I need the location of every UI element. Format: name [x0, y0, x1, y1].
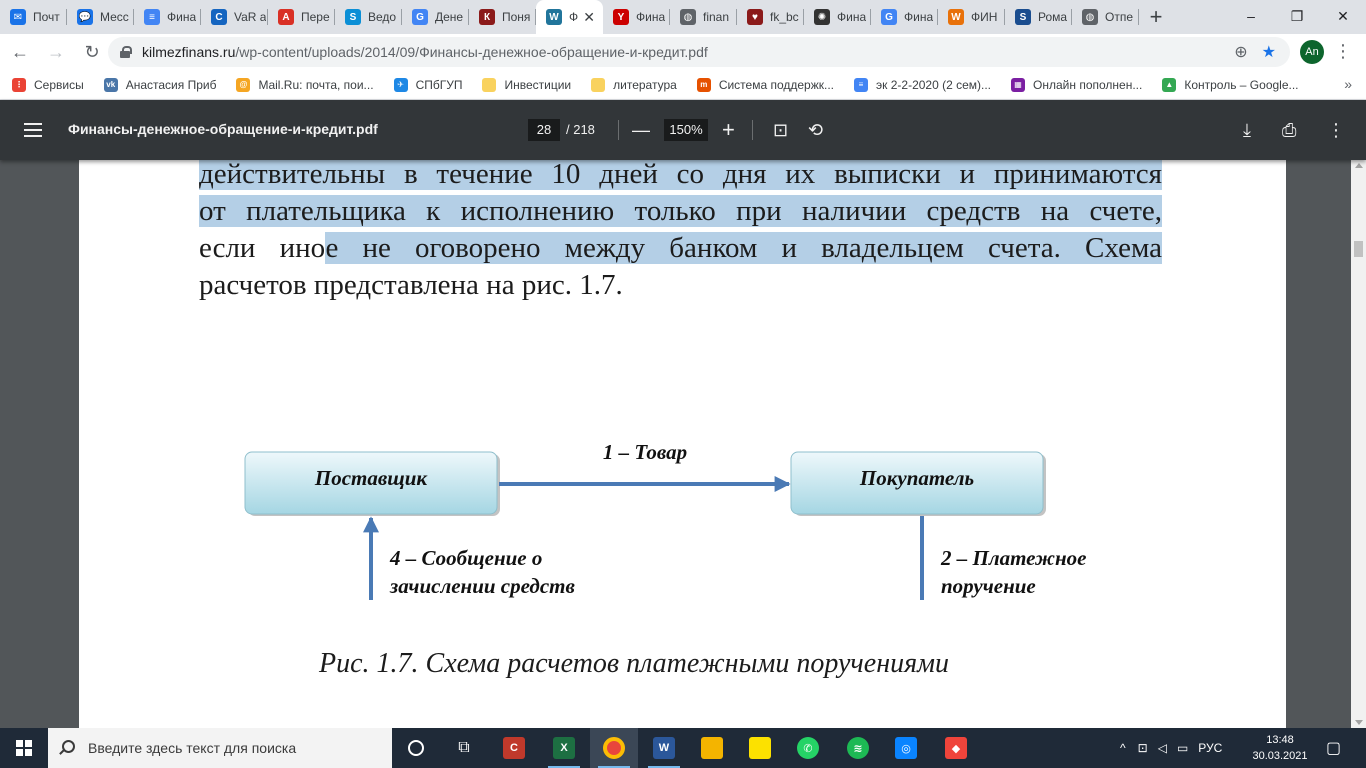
tab-close-icon[interactable]: ✕: [583, 9, 595, 25]
browser-tab[interactable]: [67, 0, 134, 34]
browser-tab[interactable]: [1072, 0, 1139, 34]
bookmark-favicon-icon: vk: [104, 78, 118, 92]
figure-caption: Рис. 1.7. Схема расчетов платежными поручениями: [319, 648, 949, 679]
bookmark-label: Инвестиции: [504, 77, 572, 92]
tab-title: Поня: [502, 10, 531, 24]
bookmark-favicon-icon: ✈: [394, 78, 408, 92]
rotate-icon[interactable]: ⟲: [808, 120, 824, 140]
browser-tab[interactable]: [335, 0, 402, 34]
page-total: / 218: [566, 122, 595, 137]
forward-button[interactable]: →: [47, 41, 65, 62]
bookmark-item[interactable]: [104, 78, 217, 92]
message-label-line2: зачислении средств: [390, 574, 575, 598]
taskbar-app-instagram[interactable]: [882, 728, 930, 768]
browser-tab[interactable]: [201, 0, 268, 34]
taskbar-app-spotify[interactable]: [834, 728, 882, 768]
text-line: от плательщика к исполнению только при наличии средств на счете,: [199, 195, 1162, 227]
webcam-icon[interactable]: ⊡: [1137, 741, 1148, 755]
new-tab-button[interactable]: +: [1149, 4, 1163, 29]
supplier-label: Поставщик: [314, 466, 428, 490]
url-path: /wp-content/uploads/2014/09/Финансы-денежное-обращение-и-кредит.pdf: [235, 44, 708, 60]
vertical-scrollbar[interactable]: [1351, 160, 1366, 728]
bookmark-star-icon[interactable]: ★: [1261, 44, 1276, 61]
instagram-icon: ◎: [895, 737, 917, 759]
tab-title: Ф: [569, 10, 579, 24]
tab-title: fk_bc: [770, 10, 799, 24]
tab-list: [0, 0, 1139, 34]
bookmark-item[interactable]: [591, 78, 677, 92]
excel-icon: X: [553, 737, 575, 759]
browser-tab[interactable]: [603, 0, 670, 34]
tab-favicon-icon: C: [211, 9, 227, 25]
bookmark-label: Анастасия Приб: [125, 77, 217, 92]
scroll-thumb[interactable]: [1354, 241, 1363, 257]
payment-order-label-line1: 2 – Платежное: [941, 546, 1087, 570]
bookmark-item[interactable]: [236, 78, 373, 92]
scroll-up-icon[interactable]: [1355, 163, 1363, 168]
reload-button[interactable]: ↻: [84, 41, 100, 62]
clock-time: 13:48: [1266, 734, 1294, 746]
sticky-notes-icon: [749, 737, 771, 759]
start-button[interactable]: [0, 728, 48, 768]
more-bookmarks-icon[interactable]: »: [1344, 76, 1352, 92]
browser-tab[interactable]: [670, 0, 737, 34]
payment-scheme-diagram: [79, 280, 1286, 600]
buyer-label: Покупатель: [859, 466, 975, 490]
goods-arrow-label: 1 – Товар: [602, 440, 688, 464]
tab-title: Пере: [301, 10, 330, 24]
bookmark-label: СПбГУП: [415, 77, 463, 92]
browser-tab[interactable]: [402, 0, 469, 34]
taskbar-app-word[interactable]: [640, 728, 688, 768]
print-icon[interactable]: ⎙: [1282, 120, 1297, 140]
anydesk-icon: ◆: [945, 737, 967, 759]
browser-tab[interactable]: [804, 0, 871, 34]
bookmark-list: [12, 78, 1319, 92]
tab-title: Почт: [33, 10, 60, 24]
tab-favicon-icon: ≡: [144, 9, 160, 25]
bookmark-label: Сервисы: [34, 77, 84, 92]
browser-tab[interactable]: [871, 0, 938, 34]
bookmark-item[interactable]: [394, 78, 463, 92]
bookmark-label: эк 2-2-2020 (2 сем)...: [876, 77, 992, 92]
text-line: действительны в течение 10 дней со дня их выписки и принимаются: [199, 160, 1162, 190]
browser-tab[interactable]: [0, 0, 67, 34]
bookmark-favicon-icon: @: [236, 78, 250, 92]
supplier-box: [245, 452, 500, 516]
bookmark-item[interactable]: [12, 78, 84, 92]
tab-favicon-icon: G: [412, 9, 428, 25]
bookmark-item[interactable]: [697, 78, 834, 92]
bookmark-item[interactable]: [1011, 78, 1142, 92]
browser-tab[interactable]: [134, 0, 201, 34]
language-indicator[interactable]: РУС: [1198, 741, 1223, 755]
message-label-line1: 4 – Сообщение о: [390, 546, 543, 570]
taskbar-app-whatsapp[interactable]: [784, 728, 832, 768]
tab-favicon-icon: A: [278, 9, 294, 25]
pdf-menu-icon[interactable]: [24, 123, 42, 137]
bookmark-favicon-icon: [482, 78, 496, 92]
tab-favicon-icon: ✺: [814, 9, 830, 25]
text-line: если иное не оговорено между банком и владельцем счета. Схема: [199, 232, 1162, 264]
bookmark-item[interactable]: [1162, 78, 1298, 92]
page-number-input[interactable]: 28: [528, 119, 560, 141]
tab-favicon-icon: W: [546, 9, 562, 25]
bookmark-favicon-icon: ⋮: [12, 78, 26, 92]
tab-favicon-icon: S: [1015, 9, 1031, 25]
tab-favicon-icon: ✉: [10, 9, 26, 25]
volume-icon[interactable]: ◁: [1157, 741, 1167, 755]
tab-title: ФИН: [971, 10, 998, 24]
tab-favicon-icon: Y: [613, 9, 629, 25]
taskbar-app-anydesk[interactable]: [932, 728, 980, 768]
bookmark-item[interactable]: [482, 78, 571, 92]
windows-logo-icon: [16, 740, 32, 756]
tab-title: VaR а: [234, 10, 267, 24]
buyer-box: [791, 452, 1046, 516]
bookmark-favicon-icon: ▦: [1011, 78, 1025, 92]
tab-favicon-icon: ◍: [680, 9, 696, 25]
browser-toolbar: [0, 34, 1366, 70]
fit-to-page-icon[interactable]: ⊡: [773, 120, 789, 140]
tab-title: Отпе: [1105, 10, 1134, 24]
network-icon[interactable]: ▭: [1176, 741, 1189, 755]
pdf-viewer[interactable]: [0, 160, 1366, 728]
tab-favicon-icon: W: [948, 9, 964, 25]
tab-title: Фина: [167, 10, 197, 24]
browser-tab[interactable]: [938, 0, 1005, 34]
toolbar-divider: [752, 120, 753, 140]
browser-tab[interactable]: [268, 0, 335, 34]
bookmark-favicon-icon: m: [697, 78, 711, 92]
browser-tab[interactable]: [469, 0, 536, 34]
pdf-toolbar: [0, 100, 1366, 160]
tab-strip: [0, 0, 1366, 34]
tab-favicon-icon: S: [345, 9, 361, 25]
spotify-icon: ≋: [847, 737, 869, 759]
download-icon[interactable]: ⤓: [1243, 120, 1251, 140]
zoom-in-icon[interactable]: +: [722, 117, 735, 142]
zoom-input[interactable]: 150%: [664, 119, 708, 141]
clock-date: 30.03.2021: [1252, 750, 1308, 762]
tab-favicon-icon: G: [881, 9, 897, 25]
tab-title: Фина: [837, 10, 867, 24]
search-icon: [62, 740, 75, 753]
url-host: kilmezfinans.ru: [142, 44, 236, 60]
bookmark-label: Mail.Ru: почта, пои...: [258, 77, 374, 92]
system-tray: [1120, 728, 1222, 768]
tab-separator: [1138, 9, 1139, 25]
ccleaner-icon: C: [503, 737, 525, 759]
taskbar-app-explorer[interactable]: [688, 728, 736, 768]
browser-menu-icon[interactable]: ⋮: [1334, 41, 1352, 61]
tab-favicon-icon: 💬: [77, 9, 93, 25]
task-view-icon: ⧉: [458, 739, 470, 756]
search-placeholder: Введите здесь текст для поиска: [88, 740, 297, 756]
bookmark-favicon-icon: ▲: [1162, 78, 1176, 92]
browser-tab[interactable]: [737, 0, 804, 34]
bookmark-label: литература: [613, 77, 677, 92]
maximize-button[interactable]: ❐: [1290, 7, 1304, 24]
bookmark-item[interactable]: [854, 78, 991, 92]
tab-title: Дене: [435, 10, 464, 24]
pdf-title: Финансы-денежное-обращение-и-кредит.pdf: [68, 121, 378, 137]
notifications-icon[interactable]: ▢: [1326, 740, 1342, 757]
tab-title: Фина: [904, 10, 934, 24]
browser-tab[interactable]: [1005, 0, 1072, 34]
taskbar-app-excel[interactable]: [540, 728, 588, 768]
taskbar-app-sticky-notes[interactable]: [736, 728, 784, 768]
cortana-button[interactable]: [392, 728, 440, 768]
task-view-button[interactable]: [440, 728, 488, 768]
text-line: расчетов представлена на рис. 1.7.: [199, 269, 623, 301]
taskbar-app-chrome[interactable]: [590, 728, 638, 768]
back-button[interactable]: ←: [11, 41, 29, 62]
toolbar-divider: [618, 120, 619, 140]
profile-avatar[interactable]: An: [1300, 40, 1324, 64]
minimize-button[interactable]: –: [1247, 8, 1255, 24]
close-window-button[interactable]: ✕: [1337, 7, 1349, 24]
browser-tab[interactable]: [536, 0, 603, 34]
scroll-down-icon[interactable]: [1355, 720, 1363, 725]
taskbar-search-box[interactable]: [48, 728, 392, 768]
chrome-icon: [603, 737, 625, 759]
whatsapp-icon: ✆: [797, 737, 819, 759]
circle-icon: [408, 740, 424, 756]
word-icon: W: [653, 737, 675, 759]
taskbar-app-ccleaner[interactable]: [490, 728, 538, 768]
payment-order-label-line2: поручение: [941, 574, 1036, 598]
bookmark-favicon-icon: [591, 78, 605, 92]
pdf-page: [79, 160, 1286, 728]
clock[interactable]: [1250, 732, 1310, 764]
bookmark-label: Система поддержк...: [718, 77, 835, 92]
tab-title: Месс: [100, 10, 129, 24]
folder-icon: [701, 737, 723, 759]
tab-favicon-icon: К: [479, 9, 495, 25]
address-bar[interactable]: [108, 37, 1290, 67]
tab-favicon-icon: ◍: [1082, 9, 1098, 25]
lock-icon: [120, 46, 130, 58]
zoom-icon[interactable]: ⊕: [1234, 44, 1248, 61]
tab-title: Ведо: [368, 10, 397, 24]
tab-title: Фина: [636, 10, 666, 24]
bookmark-favicon-icon: ≡: [854, 78, 868, 92]
bookmark-label: Онлайн пополнен...: [1033, 77, 1143, 92]
tab-favicon-icon: ♥: [747, 9, 763, 25]
tray-expand-icon[interactable]: ^: [1120, 741, 1126, 755]
bookmarks-bar: [0, 70, 1366, 100]
zoom-out-icon[interactable]: —: [632, 120, 650, 140]
bookmark-label: Контроль – Google...: [1184, 77, 1299, 92]
pdf-more-icon[interactable]: ⋮: [1327, 120, 1345, 140]
windows-taskbar: [0, 728, 1366, 768]
tab-title: finan: [703, 10, 730, 24]
tab-title: Рома: [1038, 10, 1068, 24]
